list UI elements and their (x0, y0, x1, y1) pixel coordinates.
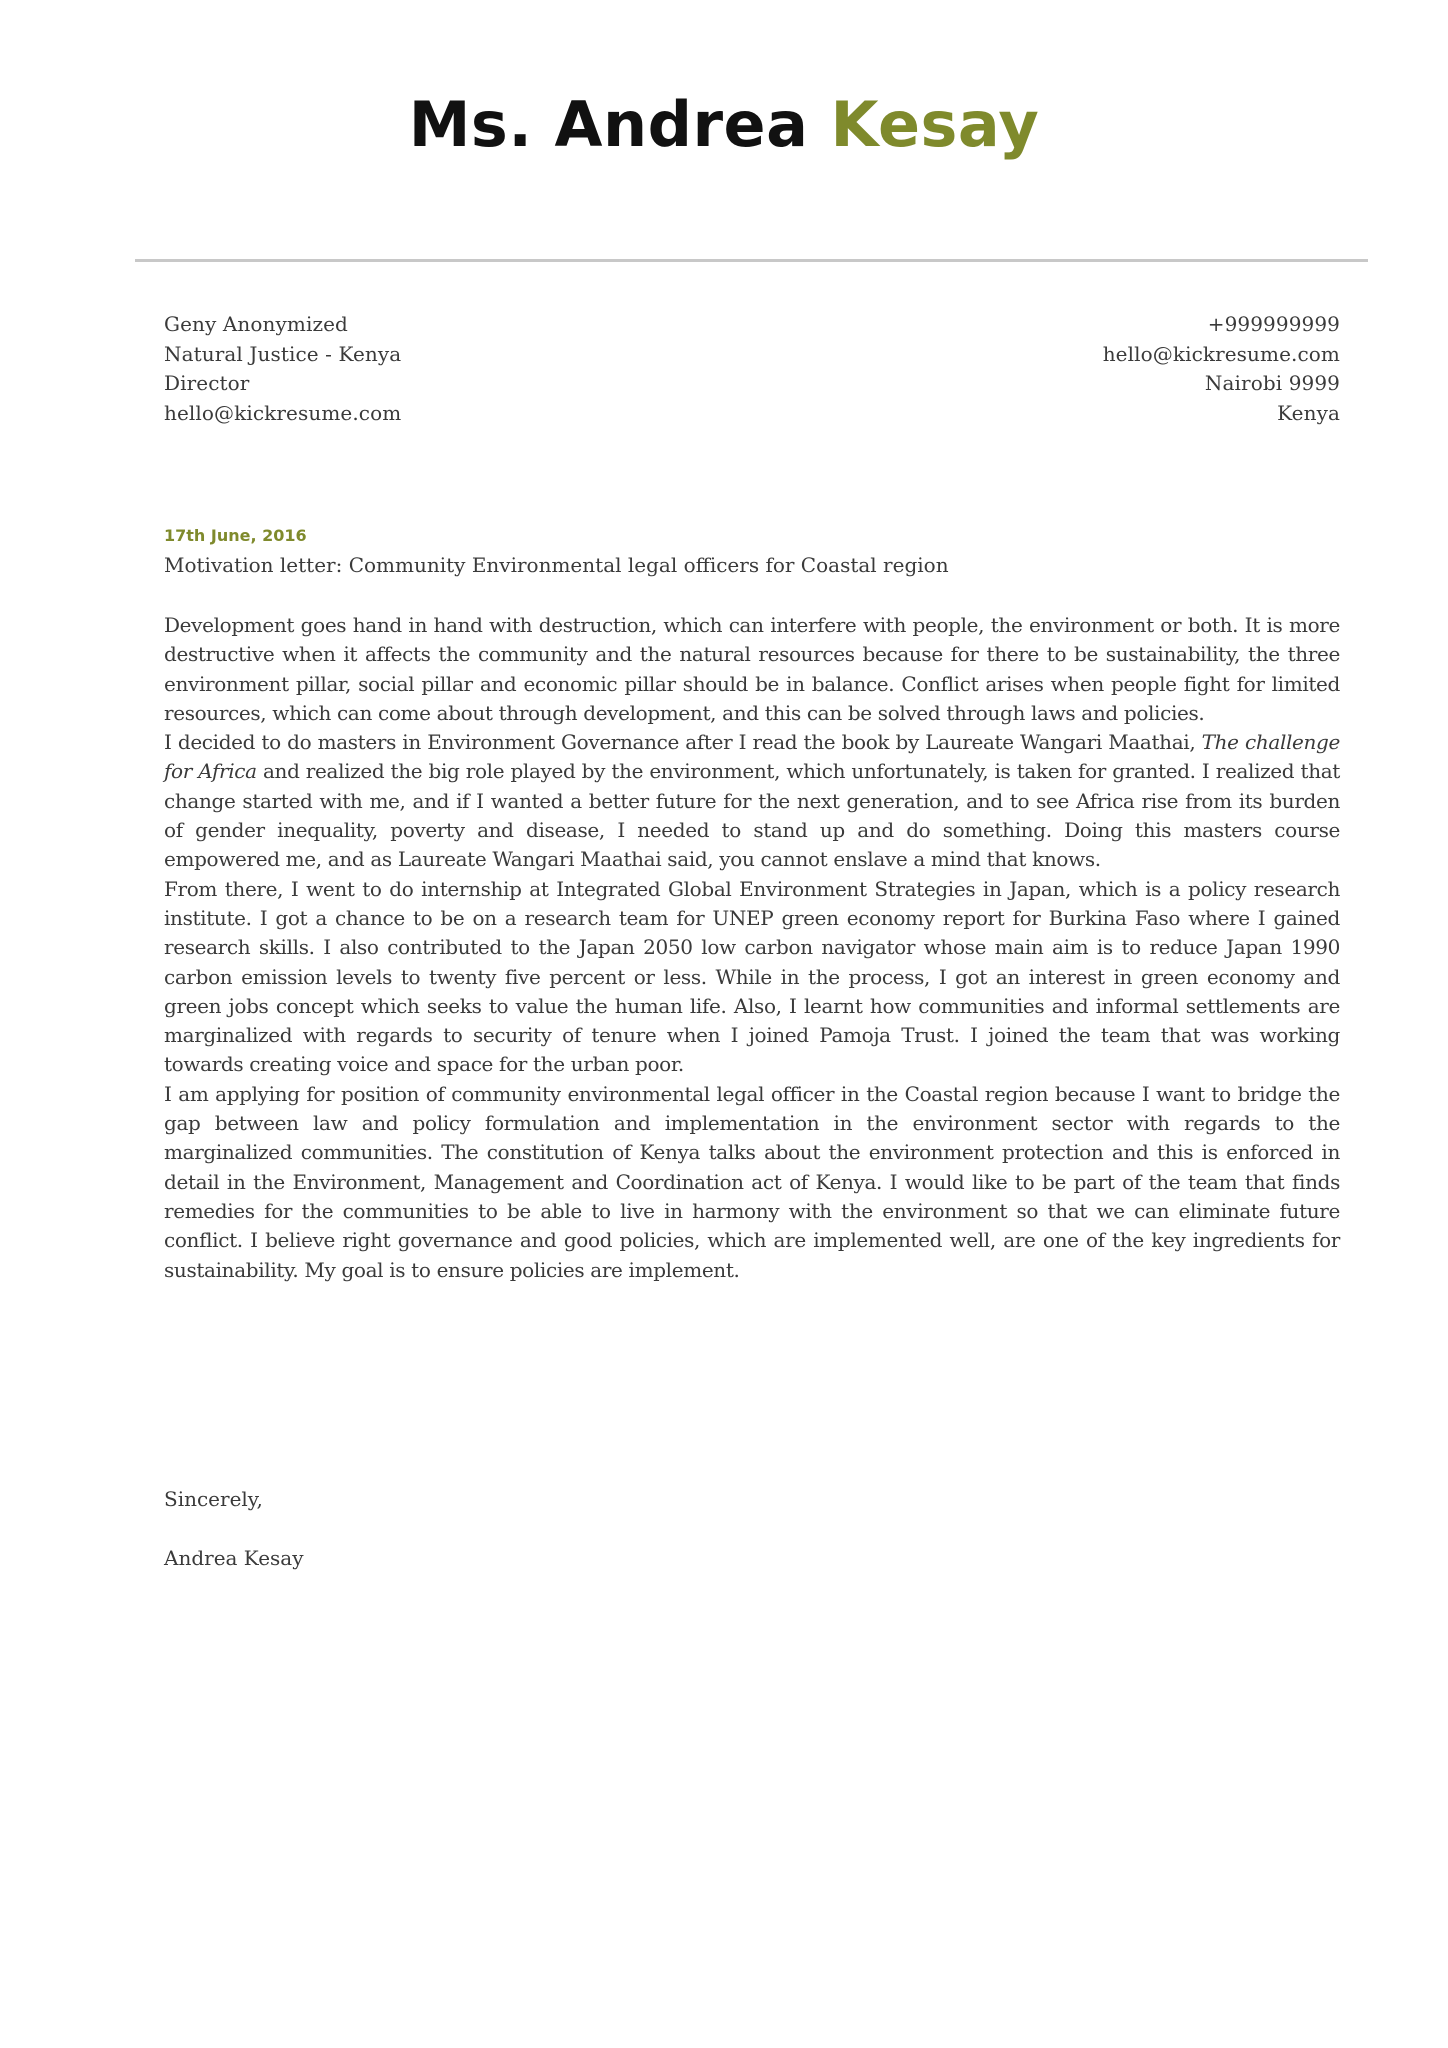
letter-closing: Sincerely, (164, 1487, 263, 1511)
applicant-name-heading (0, 88, 1448, 162)
sender-phone: +999999999 (1207, 312, 1340, 336)
applicant-name-prefix: Ms. Andrea (408, 88, 831, 161)
sender-contact-block (1103, 310, 1340, 428)
body-paragraph-4: I am applying for position of community environmental legal officer in the Coastal region because I want to bridge the gap between law and policy formulation and implementation in the environment sector with regards to the marginalized communities. The constitution of Kenya talks about the environment protection and this is enforced in detail in the Environment, Management and Coordination act of Kenya. I would like to be part of the team that finds remedies for the communities to be able to live in harmony with the environment so that we can eliminate future conflict. I believe right governance and good policies, which are implemented well, are one of the key ingredients for sustainability. My goal is to ensure policies are implement. (164, 1081, 1340, 1282)
sender-email: hello@kickresume.com (1102, 341, 1340, 366)
paragraph-2-rest: and realized the big role played by the environment, which unfortunately, is taken for granted. I realized that change started with me, and if I wanted a better future for the next generation, and to see Africa rise from its burden of gender inequality, poverty and disease, I needed to stand up and do something. Doing this masters course empowered me, and as Laureate Wangari Maathai said, you cannot enslave a mind that knows. (164, 759, 1340, 872)
sender-country: Kenya (1277, 400, 1340, 425)
body-paragraph-3: From there, I went to do internship at Integrated Global Environment Strategies in Japan, which is a policy research institute. I got a chance to be on a research team for UNEP green economy report for Burkina Faso where I gained research skills. I also contributed to the Japan 2050 low carbon navigator whose main aim is to reduce Japan 1990 carbon emission levels to twenty five percent or less. While in the process, I got an interest in green economy and green jobs concept which seeks to value the human life. Also, I learnt how communities and informal settlements are marginalized with regards to security of tenure when I joined Pamoja Trust. I joined the team that was working towards creating voice and space for the urban poor. (164, 876, 1340, 1077)
body-paragraph-2 (164, 728, 1340, 874)
body-paragraph-1: Development goes hand in hand with destruction, which can interfere with people, the environment or both. It is more destructive when it affects the community and the natural resources because for there to be sustainability, the three environment pillar, social pillar and economic pillar should be in balance. Conflict arises when people fight for limited resources, which can come about through development, and this can be solved through laws and policies. (164, 613, 1340, 725)
recipient-organization: Natural Justice - Kenya (164, 341, 402, 366)
recipient-block (164, 310, 401, 428)
paragraph-2-intro: I decided to do masters in Environment Governance after I read the book by Laureate Wangari Maathai, (164, 730, 1202, 755)
letter-date: 17th June, 2016 (164, 526, 307, 545)
letter-subject: Motivation letter: Community Environmental legal officers for Coastal region (164, 553, 949, 577)
letter-signature: Andrea Kesay (164, 1546, 304, 1570)
recipient-email: hello@kickresume.com (164, 400, 402, 425)
applicant-surname: Kesay (830, 88, 1040, 161)
book-title: The challenge for Africa (164, 730, 1340, 784)
recipient-title: Director (164, 371, 250, 395)
letter-body (164, 611, 1340, 1285)
sender-city: Nairobi 9999 (1204, 371, 1340, 395)
recipient-name: Geny Anonymized (164, 312, 348, 336)
header-divider (135, 259, 1368, 262)
